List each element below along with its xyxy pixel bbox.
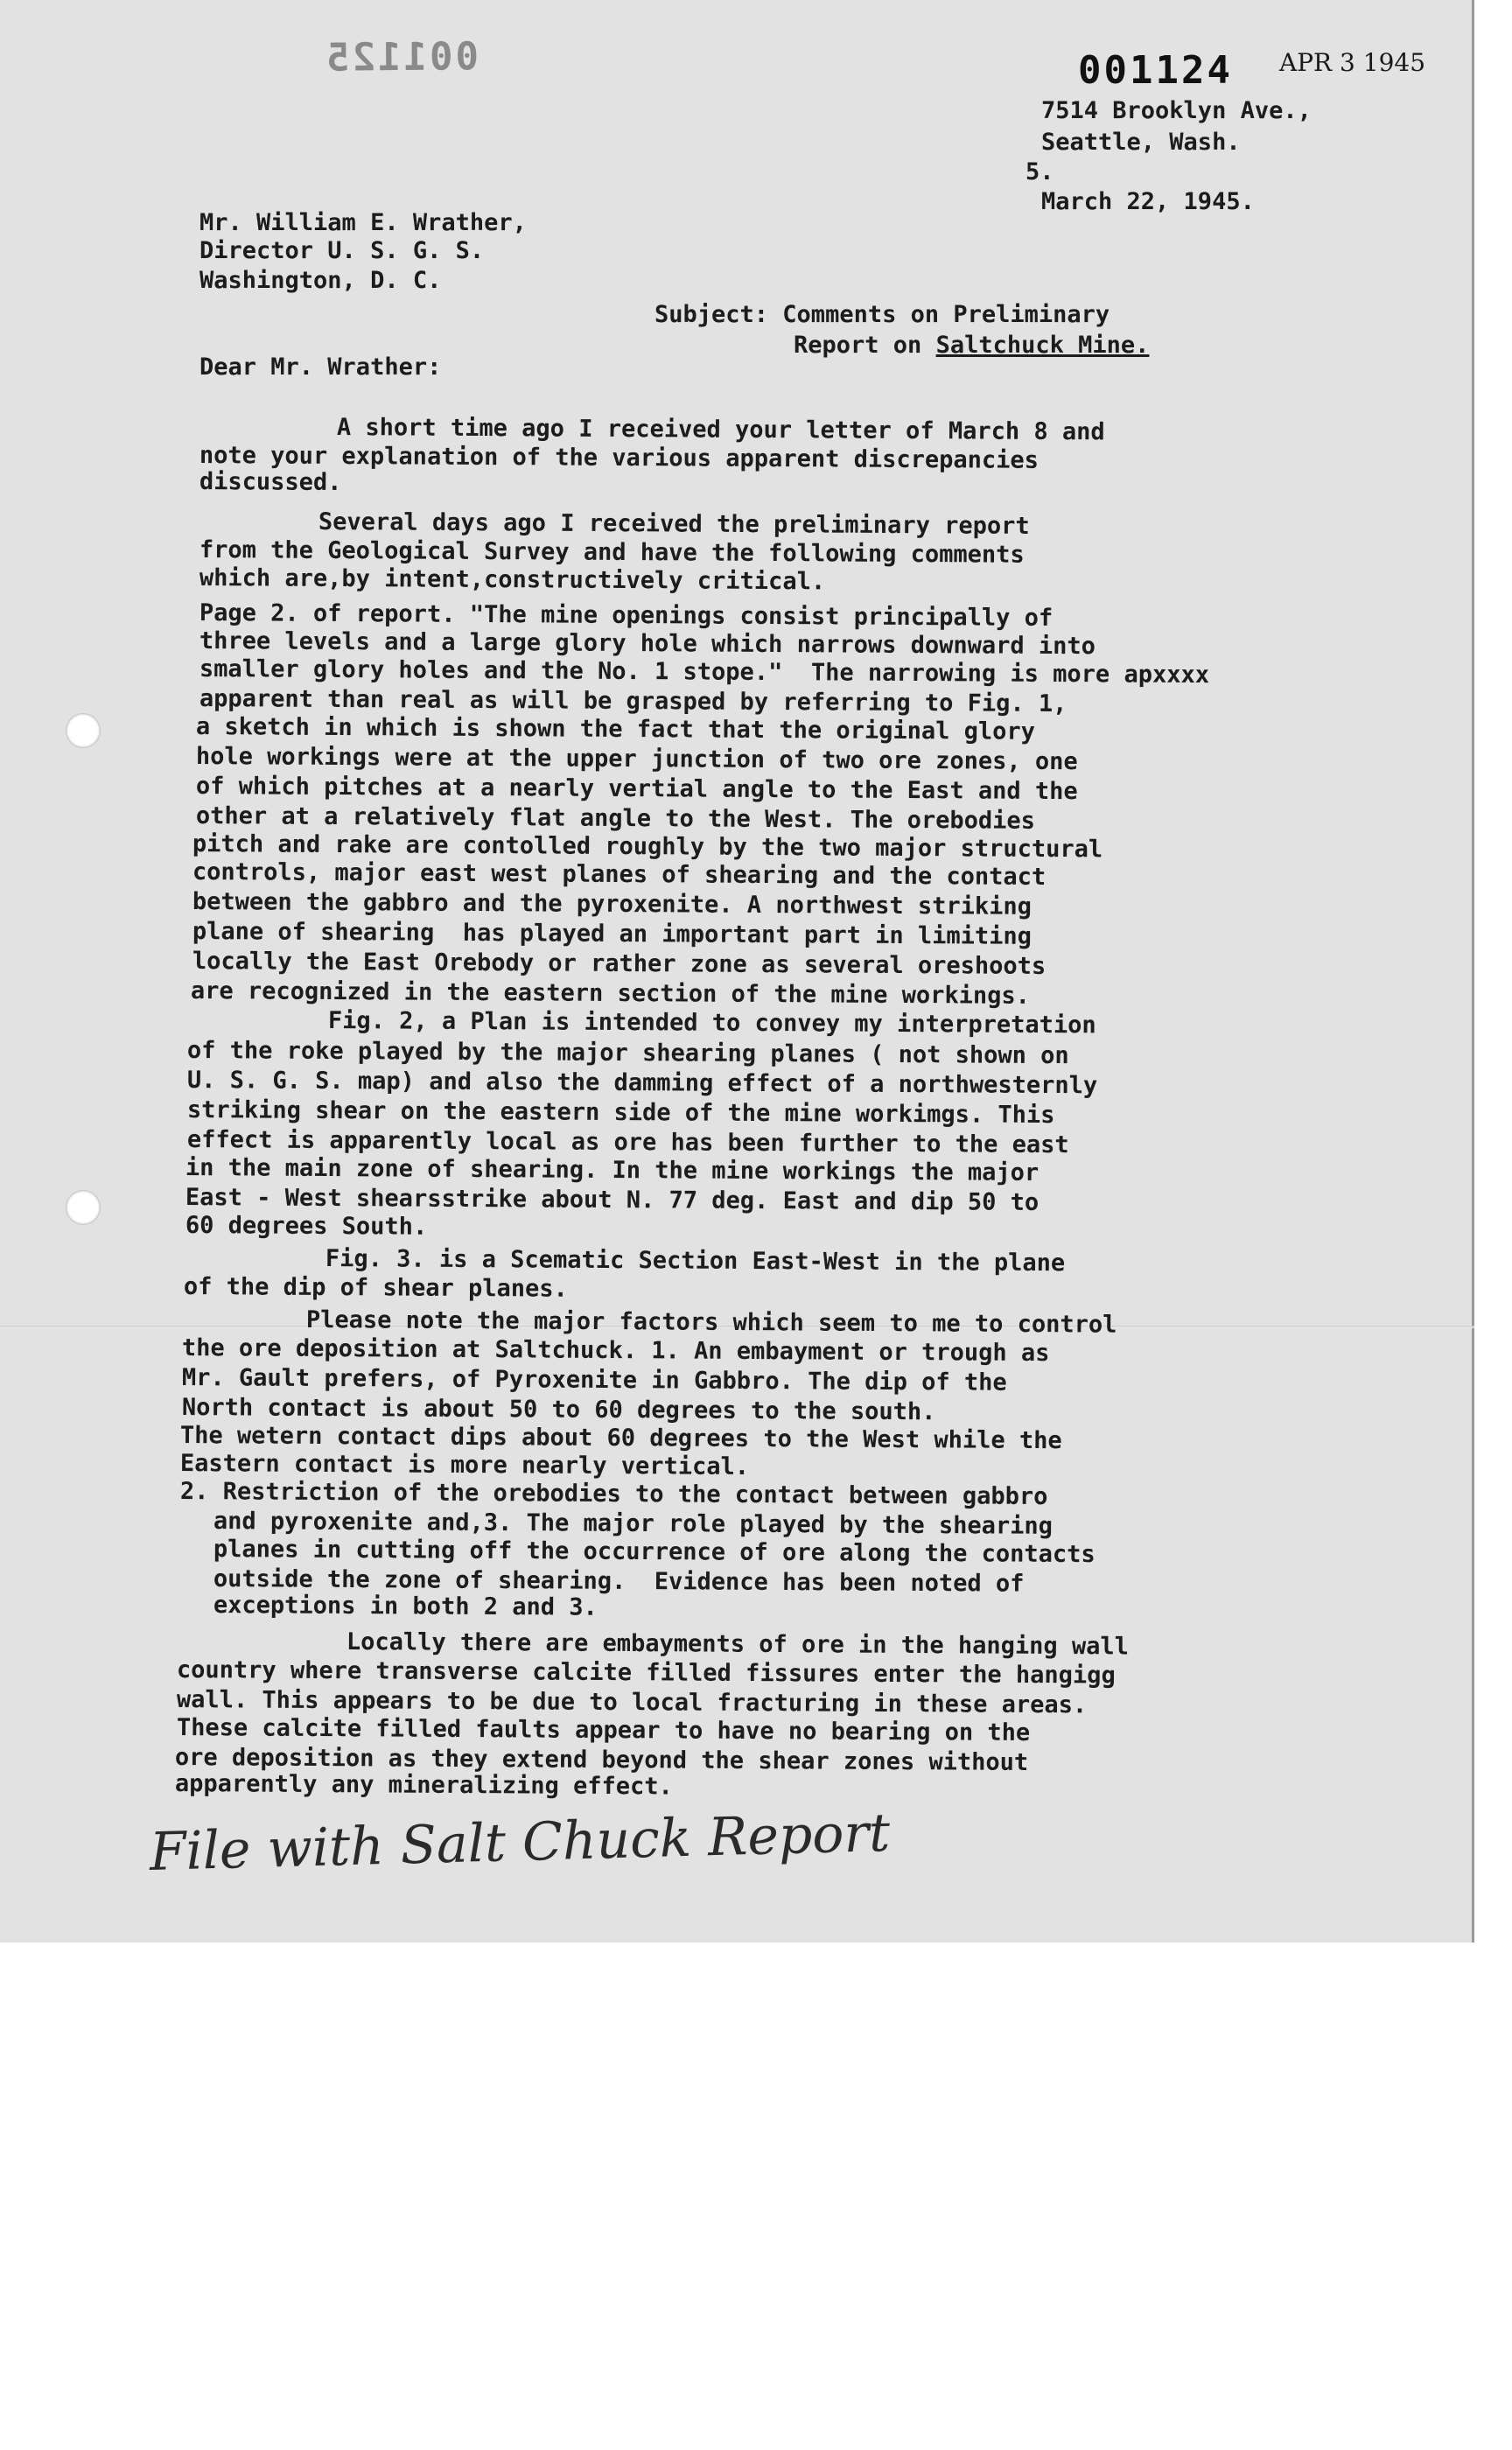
received-date-stamp: APR 3 1945 [1279, 48, 1426, 77]
body-line: 2. Restriction of the orebodies to the contact between gabbro [179, 1478, 1048, 1511]
body-line: note your explanation of the various apparent discrepancies [199, 442, 1040, 474]
body-line: planes in cutting off the occurrence of ore along the contacts [213, 1536, 1096, 1569]
body-line: smaller glory holes and the No. 1 stope." The narrowing is more apxxxx [199, 655, 1210, 690]
body-line: plane of shearing has played an important part in limiting [192, 918, 1032, 950]
body-line: Locally there are embayments of ore in the hanging wall [346, 1628, 1130, 1661]
handwritten-filing-note: File with Salt Chuck Report [149, 1802, 891, 1883]
body-line: of the roke played by the major shearing planes ( not shown on [186, 1037, 1069, 1070]
body-line: discussed. [199, 468, 342, 496]
body-line: striking shear on the eastern side of the mine workimgs. This [186, 1096, 1055, 1130]
body-line: of the dip of shear planes. [183, 1273, 568, 1303]
subject-line-1: Subject: Comments on Preliminary [654, 301, 1110, 328]
body-line: of which pitches at a nearly vertial angle to the East and the [195, 773, 1078, 806]
body-line: are recognized in the eastern section of the mine workings. [190, 977, 1031, 1010]
body-line: Mr. Gault prefers, of Pyroxenite in Gabbro. The dip of the [181, 1364, 1007, 1396]
body-line: wall. This appears to be due to local fracturing in these areas. [176, 1686, 1088, 1719]
body-line: pitch and rake are contolled roughly by the two major structural [192, 830, 1103, 864]
body-line: a sketch in which is shown the fact that the original glory [195, 713, 1036, 746]
salutation: Dear Mr. Wrather: [200, 354, 442, 381]
body-line: Fig. 2, a Plan is intended to convey my interpretation [327, 1007, 1096, 1040]
document-number-stamp: 001124 [1078, 48, 1233, 93]
subject-mine-name: Saltchuck Mine. [935, 332, 1150, 359]
body-line: North contact is about 50 to 60 degrees to the south. [181, 1394, 936, 1426]
body-line: These calcite filled faults appear to have no bearing on the [176, 1714, 1031, 1746]
body-line: Fig. 3. is a Scematic Section East-West in the plane [325, 1245, 1066, 1278]
recipient-name: Mr. William E. Wrather, [200, 209, 527, 236]
body-line: The wetern contact dips about 60 degrees to the West while the [179, 1422, 1062, 1455]
sender-street: 7514 Brooklyn Ave., [1041, 97, 1312, 124]
subject-prefix: Report on [794, 332, 936, 359]
body-line: U. S. G. S. map) and also the damming effect of a northwesternly [186, 1067, 1098, 1100]
body-line: outside the zone of shearing. Evidence has been noted of [213, 1565, 1025, 1598]
recipient-title: Director U. S. G. S. [200, 237, 485, 264]
body-line: country where transverse calcite filled fissures enter the hangigg [176, 1656, 1116, 1690]
body-line: locally the East Orebody or rather zone as several oreshoots [192, 948, 1046, 980]
body-line: Please note the major factors which seem to me to control [305, 1306, 1117, 1339]
letter-date: March 22, 1945. [1041, 188, 1255, 215]
body-line: apparent than real as will be grasped by referring to Fig. 1, [199, 685, 1068, 718]
faded-document-number-stamp: 001125 [323, 34, 480, 80]
punch-hole [66, 1190, 101, 1225]
body-line: other at a relatively flat angle to the West. The orebodies [195, 802, 1036, 835]
body-line: East - West shearsstrike about N. 77 deg. East and dip 50 to [185, 1184, 1040, 1216]
subject-line-2 [794, 332, 1149, 359]
recipient-city: Washington, D. C. [200, 267, 442, 294]
body-line: exceptions in both 2 and 3. [213, 1592, 598, 1621]
body-line: which are,by intent,constructively critical. [199, 564, 826, 596]
body-line: and pyroxenite and,3. The major role played by the shearing [213, 1508, 1054, 1540]
body-line: effect is apparently local as ore has been further to the east [186, 1126, 1069, 1159]
punch-hole [66, 713, 101, 748]
body-line: the ore deposition at Saltchuck. 1. An embayment or trough as [181, 1334, 1050, 1368]
body-line: in the main zone of shearing. In the mine workings the major [185, 1154, 1040, 1186]
sender-zone: 5. [1026, 158, 1054, 186]
body-line: Eastern contact is more nearly vertical. [179, 1450, 750, 1480]
body-line: Page 2. of report. "The mine openings consist principally of [199, 599, 1054, 632]
body-line: 60 degrees South. [185, 1212, 428, 1241]
body-line: ore deposition as they extend beyond the shear zones without [174, 1744, 1029, 1776]
body-line: Several days ago I received the preliminary report [318, 508, 1030, 540]
body-line: hole workings were at the upper junction of two ore zones, one [195, 743, 1078, 776]
body-line: between the gabbro and the pyroxenite. A northwest striking [192, 888, 1032, 920]
body-line: apparently any mineralizing effect. [174, 1770, 673, 1801]
body-line: A short time ago I received your letter of March 8 and [336, 414, 1105, 446]
sender-city: Seattle, Wash. [1041, 129, 1241, 156]
body-line: controls, major east west planes of shearing and the contact [192, 858, 1046, 891]
body-line: from the Geological Survey and have the following comments [199, 536, 1025, 569]
body-line: three levels and a large glory hole which narrows downward into [199, 627, 1096, 661]
